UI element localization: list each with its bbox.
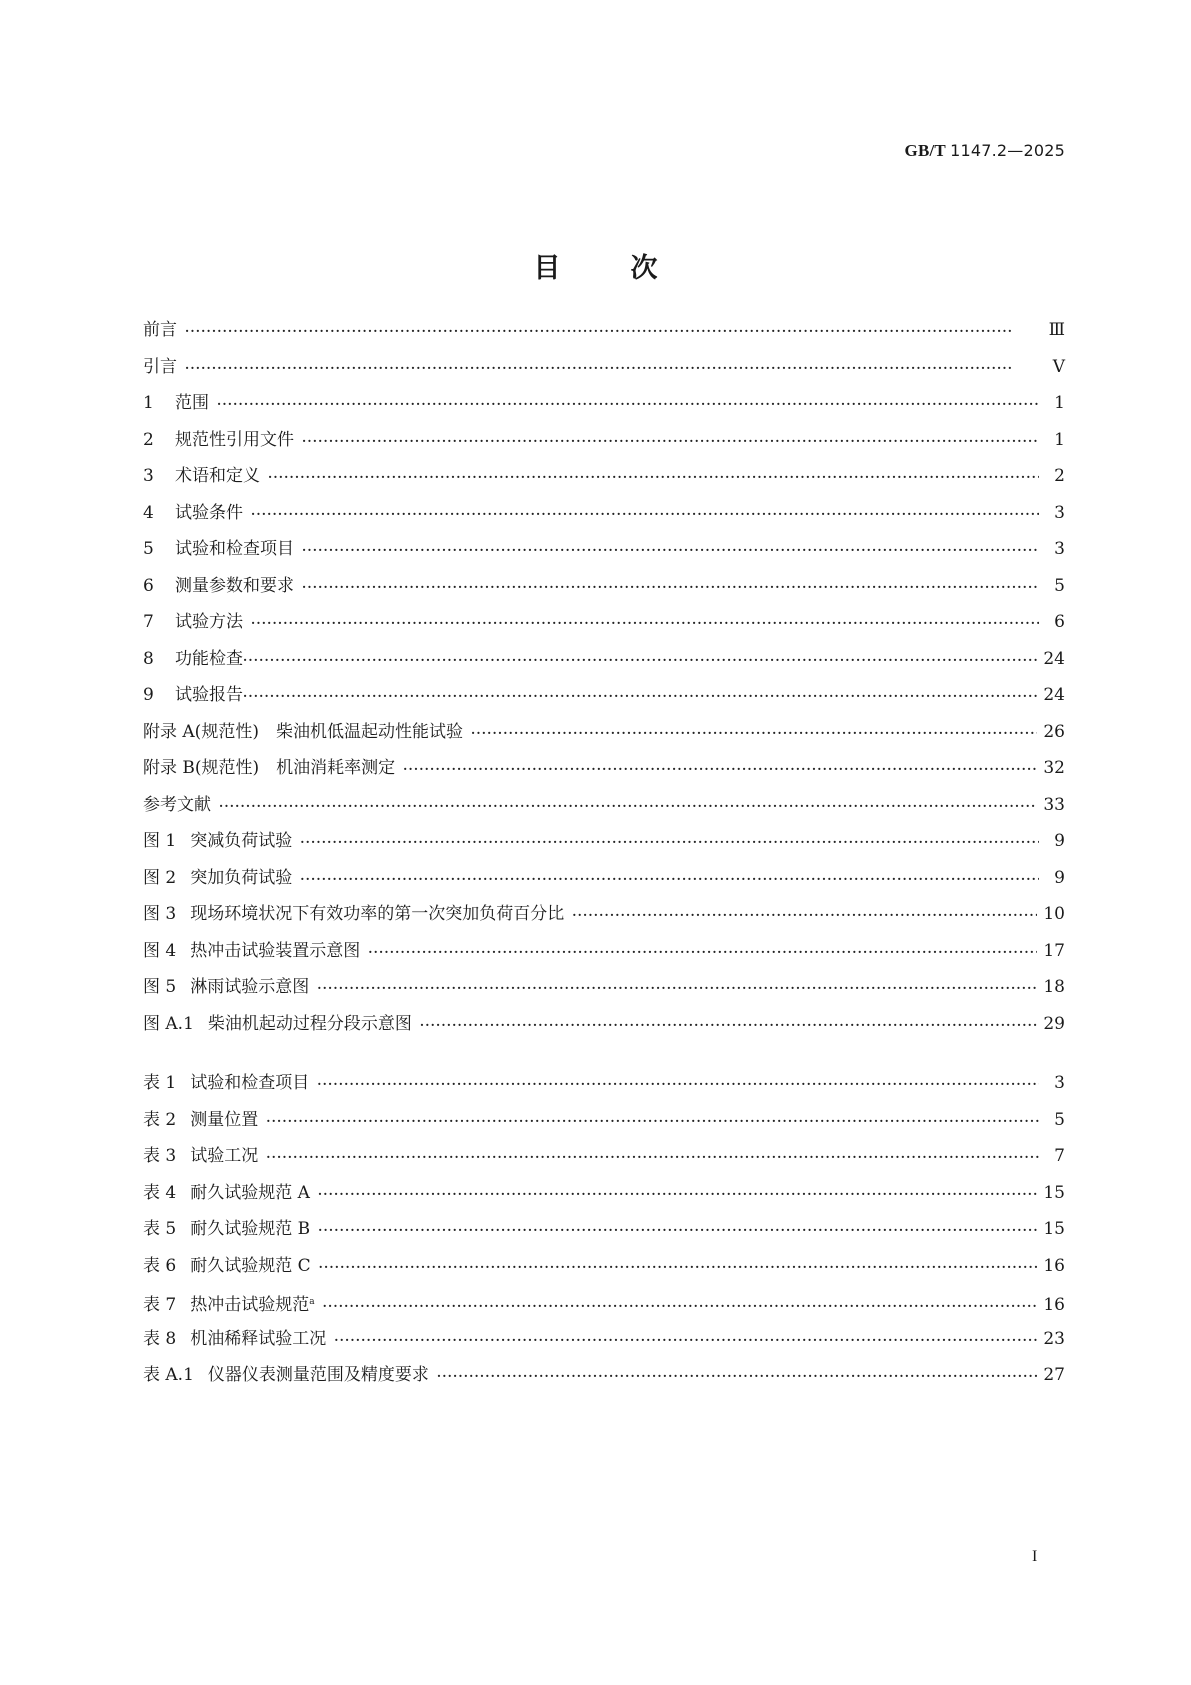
toc-entry-page: 33 [1043, 794, 1065, 815]
toc-entry-page: 27 [1043, 1365, 1065, 1385]
toc-entry-page: 6 [1054, 612, 1065, 632]
toc-entry-label [143, 787, 211, 824]
toc-entry[interactable] [143, 896, 1065, 933]
toc-entry-number: 表 2 [143, 1109, 177, 1130]
toc-entry-label [143, 1211, 310, 1248]
toc-entry-number: 图 A.1 [143, 1013, 194, 1034]
toc-entry-label [143, 385, 209, 422]
toc-entry[interactable] [143, 933, 1065, 970]
toc-entry-title: 耐久试验规范 A [190, 1182, 310, 1203]
toc-entry-title: 热冲击试验装置示意图 [190, 940, 361, 961]
toc-entry-page: Ⅴ [1052, 356, 1065, 377]
leader-dots [302, 569, 1039, 606]
toc-entry-page: 3 [1054, 1073, 1065, 1093]
toc-entry-number: 9 [143, 685, 154, 705]
toc-entry-number: 表 4 [143, 1182, 177, 1203]
leader-dots [243, 642, 1037, 679]
toc-entry-title: 测量位置 [190, 1109, 259, 1130]
toc-entry-page: 32 [1043, 758, 1065, 778]
toc-entry-label [143, 349, 177, 386]
toc-entry-number: 表 7 [143, 1295, 177, 1315]
toc-entry-title: 试验和检查项目 [175, 539, 294, 559]
leader-dots [334, 1322, 1037, 1359]
toc-entry-label [143, 1065, 309, 1102]
toc-entry[interactable] [143, 458, 1065, 495]
toc-entry-label [143, 422, 294, 459]
toc-entry[interactable] [143, 385, 1065, 422]
leader-dots [420, 1007, 1037, 1044]
toc-entry[interactable] [143, 641, 1065, 678]
toc-entry[interactable] [143, 1006, 1065, 1043]
toc-entry-label [143, 312, 177, 349]
toc-entry-title: 附录 A(规范性) 柴油机低温起动性能试验 [143, 721, 463, 742]
toc-contents-section [143, 312, 1065, 823]
toc-entry-label [143, 714, 463, 751]
toc-entry-number: 6 [143, 575, 154, 596]
toc-entry[interactable] [143, 312, 1065, 349]
toc-entry-title: 突减负荷试验 [190, 831, 293, 851]
toc-entry[interactable] [143, 860, 1065, 897]
toc-entry-page: 15 [1043, 1219, 1065, 1239]
toc-entry[interactable] [143, 1284, 1065, 1321]
toc-entry-title: 试验方法 [175, 612, 243, 632]
toc-entry-number: 图 1 [143, 831, 177, 851]
toc-entry-title: 热冲击试验规范 [190, 1295, 310, 1315]
toc-entry-title: 范围 [175, 393, 209, 413]
toc-entry-title: 功能检查 [175, 648, 243, 669]
toc-entry-page: 7 [1054, 1146, 1065, 1166]
toc-entry-number: 图 4 [143, 940, 177, 961]
toc-entry-label [143, 641, 243, 678]
toc-entry-page: 5 [1054, 575, 1065, 596]
leader-dots [572, 897, 1037, 934]
toc-entry-title: 试验和检查项目 [190, 1073, 310, 1093]
toc-entry-page: 16 [1043, 1255, 1065, 1276]
leader-dots [317, 970, 1037, 1007]
toc-entry[interactable] [143, 1065, 1065, 1102]
toc-entry-title: 淋雨试验示意图 [190, 977, 310, 997]
toc-entry-number: 3 [143, 466, 154, 486]
toc-entry[interactable] [143, 1248, 1065, 1285]
toc-entry-page: 9 [1054, 831, 1065, 851]
standard-prefix: GB/T [904, 141, 946, 160]
toc-entry-label [143, 1175, 310, 1212]
leader-dots [266, 1139, 1039, 1176]
toc-entry-label [143, 1284, 315, 1324]
toc-entry-number: 2 [143, 429, 154, 450]
toc-entry-label [143, 933, 360, 970]
leader-dots [318, 1212, 1037, 1249]
leader-dots [251, 496, 1039, 533]
toc-entry[interactable] [143, 1211, 1065, 1248]
leader-dots [251, 605, 1039, 642]
toc-entry-page: 16 [1043, 1295, 1065, 1315]
toc-tables-section [143, 1065, 1065, 1394]
leader-dots [318, 1176, 1037, 1213]
toc-entry-page: 10 [1043, 904, 1065, 924]
title-char-1: 目 [533, 253, 561, 284]
toc-entry-label [143, 1138, 258, 1175]
page-title [0, 246, 1191, 285]
leader-dots [185, 313, 1039, 350]
toc-entry[interactable] [143, 1175, 1065, 1212]
toc-entry-title: 测量参数和要求 [175, 575, 294, 596]
toc-entry-title: 突加负荷试验 [190, 867, 293, 888]
toc-entry-number: 表 8 [143, 1328, 177, 1349]
toc-entry-page: 17 [1043, 940, 1065, 961]
toc-entry-page: 24 [1043, 685, 1065, 705]
toc-entry-page: 23 [1043, 1328, 1065, 1349]
leader-dots [185, 350, 1039, 387]
leader-dots [300, 824, 1039, 861]
leader-dots [302, 532, 1039, 569]
toc-entry-page: 1 [1054, 393, 1065, 413]
toc-entry-page: 24 [1043, 648, 1065, 669]
toc-entry-label [143, 677, 243, 714]
leader-dots [217, 386, 1039, 423]
toc-entry-number: 表 1 [143, 1073, 177, 1093]
toc-entry-label [143, 896, 564, 933]
toc-entry[interactable] [143, 495, 1065, 532]
toc-entry-title: 机油稀释试验工况 [190, 1328, 327, 1349]
toc-entry-label [143, 750, 395, 787]
toc-entry-page: 18 [1043, 977, 1065, 997]
toc-entry[interactable] [143, 969, 1065, 1006]
toc-entry-title: 试验条件 [175, 502, 243, 523]
toc-entry-title: 现场环境状况下有效功率的第一次突加负荷百分比 [190, 904, 565, 924]
toc-entry-page: 5 [1054, 1109, 1065, 1130]
toc-entry-number: 7 [143, 612, 154, 632]
leader-dots [437, 1358, 1037, 1395]
toc-entry-number: 图 5 [143, 977, 177, 997]
toc-entry[interactable] [143, 787, 1065, 824]
leader-dots [243, 678, 1037, 715]
toc-entry-page: Ⅲ [1048, 320, 1065, 340]
toc-entry[interactable] [143, 1357, 1065, 1394]
leader-dots [323, 1288, 1038, 1325]
toc-entry[interactable] [143, 531, 1065, 568]
toc-entry-title: 前言 [143, 320, 177, 340]
toc-entry[interactable] [143, 422, 1065, 459]
toc-entry-label [143, 604, 243, 641]
toc-entry-label [143, 458, 260, 495]
toc-entry[interactable] [143, 604, 1065, 641]
toc-entry-page: 26 [1043, 721, 1065, 742]
toc-entry-title: 耐久试验规范 C [190, 1255, 311, 1276]
toc-figures-section [143, 823, 1065, 1042]
toc-entry-label [143, 823, 292, 860]
toc-entry-number: 1 [143, 393, 154, 413]
toc-entry-number: 5 [143, 539, 154, 559]
toc-entry-title: 试验报告 [175, 685, 243, 705]
leader-dots [403, 751, 1037, 788]
leader-dots [368, 934, 1037, 971]
toc-entry-title: 柴油机起动过程分段示意图 [207, 1013, 412, 1034]
leader-dots [219, 788, 1037, 825]
leader-dots [319, 1249, 1038, 1286]
toc-entry[interactable] [143, 1321, 1065, 1358]
standard-code [905, 141, 1065, 161]
toc-entry-title: 附录 B(规范性) 机油消耗率测定 [143, 758, 396, 778]
toc-entry[interactable] [143, 349, 1065, 386]
toc-entry-title: 试验工况 [190, 1146, 259, 1166]
toc-entry-label [143, 568, 294, 605]
leader-dots [266, 1103, 1039, 1140]
toc-entry[interactable] [143, 568, 1065, 605]
toc-entry-title: 术语和定义 [175, 466, 260, 486]
toc-entry-page: 9 [1054, 867, 1065, 888]
toc-entry-title: 引言 [143, 356, 177, 377]
toc-entry[interactable] [143, 677, 1065, 714]
leader-dots [268, 459, 1039, 496]
toc-entry-page: 3 [1054, 502, 1065, 523]
toc-entry-number: 图 2 [143, 867, 177, 888]
toc-entry[interactable] [143, 714, 1065, 751]
toc-entry-label [143, 1102, 258, 1139]
toc-entry-label [143, 860, 292, 897]
toc-entry-label [143, 1357, 429, 1394]
toc-entry-label [143, 1248, 311, 1285]
leader-dots [471, 715, 1037, 752]
toc-entry-page: 3 [1054, 539, 1065, 559]
leader-dots [317, 1066, 1039, 1103]
toc-entry[interactable] [143, 750, 1065, 787]
toc-entry-page: 1 [1054, 429, 1065, 450]
toc-entry-label [143, 531, 294, 568]
toc-entry-number: 4 [143, 502, 154, 523]
toc-entry-title: 规范性引用文件 [175, 429, 294, 450]
toc-entry-number: 表 5 [143, 1219, 177, 1239]
toc-entry-title: 仪器仪表测量范围及精度要求 [207, 1365, 429, 1385]
toc-entry-label [143, 1006, 412, 1043]
toc-entry-title: 参考文献 [143, 794, 211, 815]
standard-number: 1147.2—2025 [950, 141, 1065, 160]
toc-entry-label [143, 969, 309, 1006]
toc-entry-title: 耐久试验规范 B [190, 1219, 311, 1239]
toc-entry-page: 29 [1043, 1013, 1065, 1034]
toc-entry-number: 图 3 [143, 904, 177, 924]
toc-entry-number: 8 [143, 648, 154, 669]
footnote-marker: a [309, 1297, 315, 1307]
leader-dots [302, 423, 1039, 460]
toc-entry[interactable] [143, 1138, 1065, 1175]
toc-entry-label [143, 1321, 326, 1358]
leader-dots [300, 861, 1039, 898]
page-folio: I [1032, 1548, 1038, 1565]
toc-entry-number: 表 A.1 [143, 1365, 194, 1385]
toc-entry-page: 15 [1043, 1182, 1065, 1203]
title-char-2: 次 [630, 253, 658, 284]
toc-entry-number: 表 6 [143, 1255, 177, 1276]
toc-entry-label [143, 495, 243, 532]
toc-entry-page: 2 [1054, 466, 1065, 486]
toc-entry[interactable] [143, 823, 1065, 860]
toc-entry-number: 表 3 [143, 1146, 177, 1166]
toc-entry[interactable] [143, 1102, 1065, 1139]
